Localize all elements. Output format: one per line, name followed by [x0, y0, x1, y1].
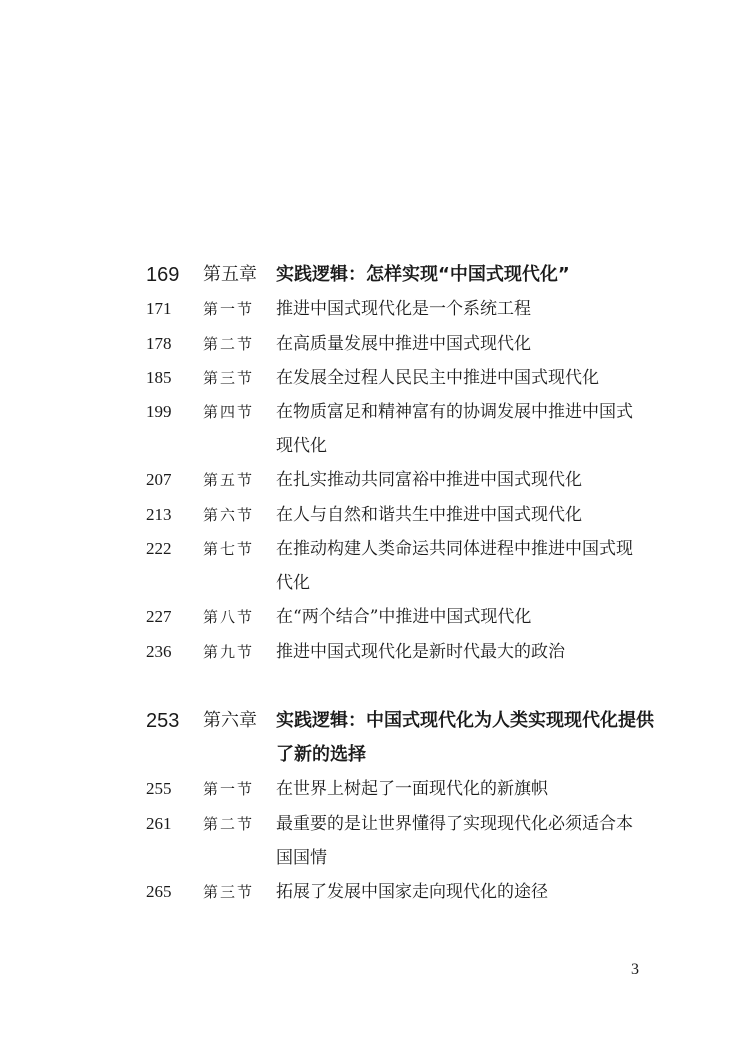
entry-section-label: 第一节	[203, 300, 255, 318]
entry-title: 在高质量发展中推进中国式现代化	[276, 334, 531, 354]
entry-section-label: 第二节	[203, 335, 255, 353]
entry-section-label: 第三节	[203, 369, 255, 387]
entry-section-label: 第七节	[203, 540, 255, 558]
entry-page-number: 213	[146, 505, 172, 524]
chapter-title: 实践逻辑：中国式现代化为人类实现现代化提供了新的选择	[276, 710, 654, 765]
entry-section-label: 第一节	[203, 780, 255, 798]
chapter-page-number: 169	[146, 264, 180, 286]
entry-section-label: 第三节	[203, 883, 255, 901]
entry-page-number: 207	[146, 470, 172, 489]
entry-title: 最重要的是让世界懂得了实现现代化必须适合本国国情	[276, 814, 633, 868]
chapter-page-number: 253	[146, 710, 180, 732]
entry-title: 在“两个结合”中推进中国式现代化	[276, 607, 532, 627]
entry-page-number: 222	[146, 539, 172, 558]
chapter-label: 第六章	[203, 710, 257, 731]
entry-section-label: 第八节	[203, 608, 255, 626]
entry-title: 在人与自然和谐共生中推进中国式现代化	[276, 505, 582, 525]
entry-page-number: 227	[146, 607, 172, 626]
entry-title: 拓展了发展中国家走向现代化的途径	[276, 882, 548, 902]
chapter-title: 实践逻辑：怎样实现“中国式现代化”	[276, 264, 570, 285]
entry-title: 在世界上树起了一面现代化的新旗帜	[276, 779, 548, 799]
entry-page-number: 185	[146, 368, 172, 387]
entry-title: 在发展全过程人民民主中推进中国式现代化	[276, 368, 599, 388]
entry-section-label: 第六节	[203, 506, 255, 524]
entry-page-number: 236	[146, 642, 172, 661]
chapter-label: 第五章	[203, 264, 257, 285]
entry-page-number: 265	[146, 882, 172, 901]
entry-page-number: 199	[146, 402, 172, 421]
entry-section-label: 第二节	[203, 815, 255, 833]
entry-section-label: 第九节	[203, 643, 255, 661]
entry-title: 在推动构建人类命运共同体进程中推进中国式现代化	[276, 539, 633, 593]
entry-page-number: 255	[146, 779, 172, 798]
page-number: 3	[631, 961, 639, 978]
entry-page-number: 171	[146, 299, 172, 318]
entry-title: 在扎实推动共同富裕中推进中国式现代化	[276, 470, 582, 490]
entry-title: 推进中国式现代化是一个系统工程	[276, 299, 531, 319]
entry-title: 推进中国式现代化是新时代最大的政治	[276, 642, 565, 662]
entry-title: 在物质富足和精神富有的协调发展中推进中国式现代化	[276, 402, 633, 456]
entry-section-label: 第五节	[203, 471, 255, 489]
entry-page-number: 178	[146, 334, 172, 353]
entry-section-label: 第四节	[203, 403, 255, 421]
entry-page-number: 261	[146, 814, 172, 833]
